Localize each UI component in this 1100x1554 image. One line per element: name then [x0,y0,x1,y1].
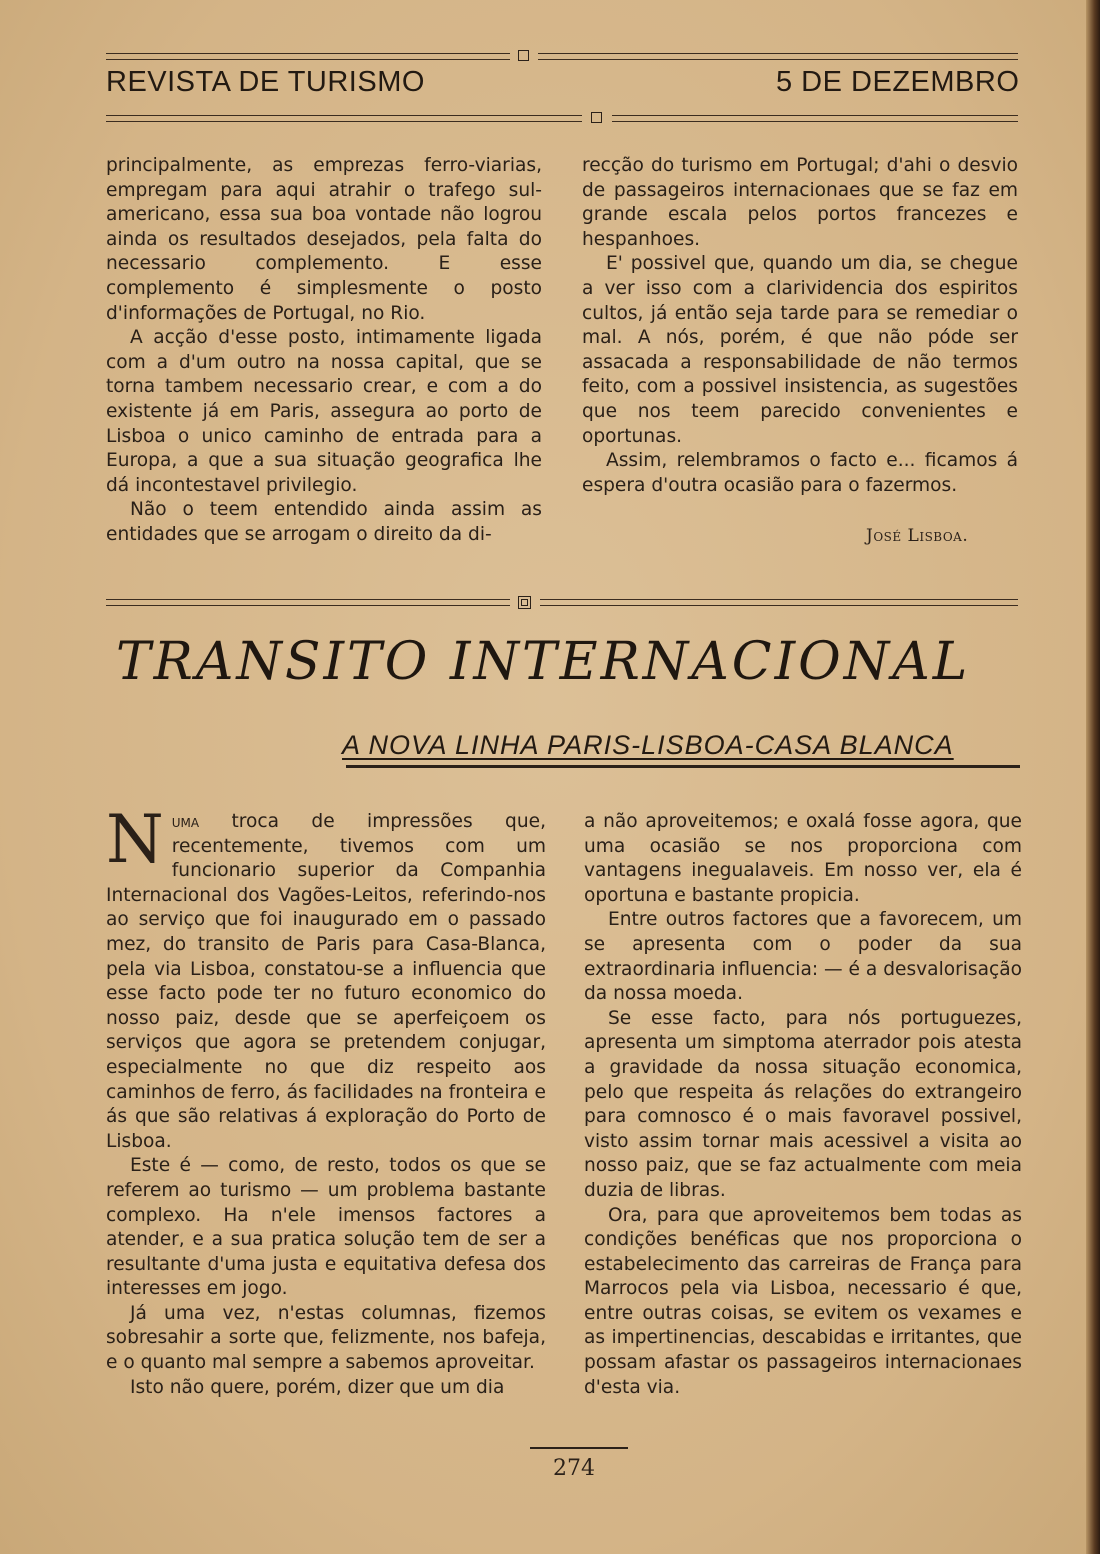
header-top-rule-right [538,53,1018,60]
paragraph: a não aproveitemos; e oxalá fosse agora, que uma ocasião se nos proporciona com vantagens inegualaveis. Em nosso ver, ela é oportuna e bastante propicia. [584,811,1022,906]
paragraph: Assim, relembramos o facto e... ficamos á espera d'outra ocasião para o fazermos. [582,450,1018,496]
page-number-rule [530,1447,628,1449]
paragraph: Se esse facto, para nós portuguezes, apresenta um simptoma aterrador pois atesta a gravidade da nossa situação economica, pelo que respeita ás relações do extrangeiro para comnosco é o mais favoravel possivel, visto assim tornar mais acessivel a visita ao nosso paiz, que se faz actualmente com meia duzia de libras. [584,1007,1022,1201]
author-signature: José Lisboa. [866,526,969,546]
paragraph: Entre outros factores que a favorecem, um se apresenta com o poder da sua extraordinaria influencia: — é a desvalorisação da nossa moeda. [584,909,1022,1005]
paragraph: A acção d'esse posto, intimamente ligada com a d'um outro na nossa capital, que se torna tambem necessario crear, e com a do existente já em Paris, assegura ao porto de Lisboa o unico caminho de entrada para a Europa, a que a sua situação geografica lhe dá incontestavel privilegio. [106,327,542,496]
header-bottom-rule-left [106,115,582,122]
top-article-right-column [582,154,1018,498]
lead-paragraph [106,801,546,1154]
article-left-column [106,801,546,1400]
section-rule-right [540,599,1018,606]
paragraph: Não o teem entendido ainda assim as entidades que se arrogam o direito da di- [106,499,542,545]
paragraph: Ora, para que aproveitemos bem todas as condições benéficas que nos proporciona o estabelecimento das carreiras de França para Marrocos pela via Lisboa, necessario é que, entre outras coisas, se evitem os vexames e as impertinencias, descabidas e irritantes, que possam afastar os passageiros internacionaes d'esta via. [584,1204,1022,1398]
article-title: TRANSITO INTERNACIONAL [116,632,971,692]
issue-date: 5 DE DEZEMBRO [776,66,1020,98]
top-article-left-column [106,154,542,548]
paragraph: E' possivel que, quando um dia, se chegue a ver isso com a clarividencia dos espiritos cultos, já então seja tarde para se remediar o mal. A nós, porém, é que não póde ser assacada a responsabilidade de não termos feito, com a possivel insistencia, as sugestões que nos teem parecido convenientes e oportunas. [582,253,1018,447]
magazine-title: REVISTA DE TURISMO [106,66,425,98]
section-ornament-box [518,596,531,609]
lead-word: uma [171,812,200,832]
page-number: 274 [553,1456,595,1481]
book-spine-edge [1086,0,1100,1554]
header-top-rule-left [106,53,510,60]
paragraph: recção do turismo em Portugal; d'ahi o desvio de passageiros internacionaes que se faz em grande escala pelos portos francezes e hespanhoes. [582,155,1018,250]
section-rule-left [106,599,510,606]
drop-cap: N [106,801,164,878]
header-bottom-rule-right [612,115,1018,122]
paragraph: Este é — como, de resto, todos os que se referem ao turismo — um problema bastante complexo. Ha n'ele imensos factores a atender, e a sua pratica solução tem de ser a resultante d'uma justa e equitativa defesa dos interesses em jogo. [106,1155,546,1300]
header-ornament-box [591,112,602,123]
article-right-column [584,810,1022,1400]
subtitle-rule [346,765,1020,768]
article-subtitle: A NOVA LINHA PARIS-LISBOA-CASA BLANCA [342,730,954,760]
paragraph: principalmente, as emprezas ferro-viarias, empregam para aqui atrahir o trafego sul-americano, essa sua boa vontade não logrou ainda os resultados desejados, pela falta do necessario complemento. E esse complemento é simplesmente o posto d'informações de Portugal, no Rio. [106,155,542,324]
paragraph: Já uma vez, n'estas columnas, fizemos sobresahir a sorte que, felizmente, nos bafeja, e o quanto mal sempre a sabemos aproveitar. [106,1302,546,1374]
paragraph: Isto não quere, porém, dizer que um dia [130,1376,505,1398]
header-ornament-box [518,50,529,61]
lead-text: troca de impressões que, recentemente, tivemos com um funcionario superior da Companhia Internacional dos Vagões-Leitos, referindo-nos ao serviço que foi inaugurado em o passado mez, do transito de Paris para Casa-Blanca, pela via Lisboa, constatou-se a influencia que esse facto pode ter no futuro economico do nosso paiz, desde que se aperfeiçoem os serviços que agora se pretendem conjugar, especialmente no que diz respeito aos caminhos de ferro, ás facilidades na fronteira e ás que são relativas á exploração do Porto de Lisboa. [106,811,546,1152]
